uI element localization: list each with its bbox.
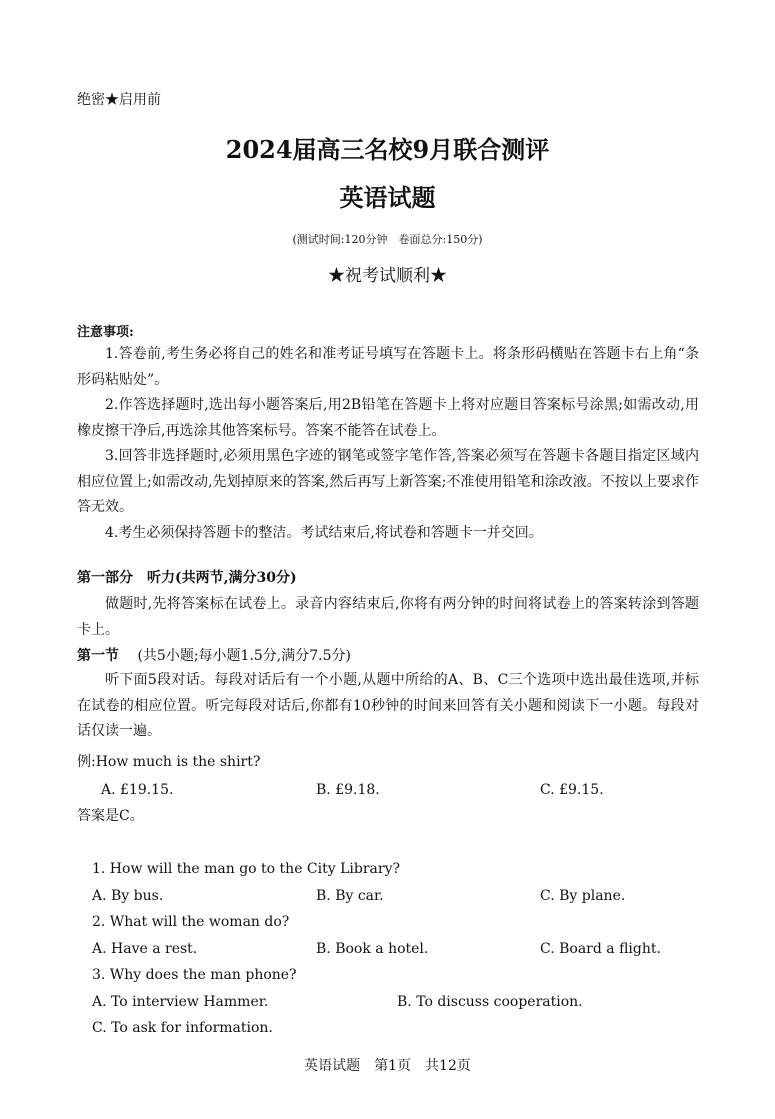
option: B. By car.: [316, 888, 384, 904]
note-item: 1.答卷前,考生务必将自己的姓名和准考证号填写在答题卡上。将条形码横贴在答题卡右上角“条形码粘贴处”。: [77, 346, 699, 388]
option: C. By plane.: [540, 888, 626, 904]
option: B. Book a hotel.: [316, 941, 429, 957]
example-option: B. £9.18.: [316, 782, 380, 798]
question-2: 2. What will the woman do?: [92, 914, 290, 930]
exam-title: 2024届高三名校9月联合测评: [225, 135, 550, 164]
note-item: 4.考生必须保持答题卡的整洁。考试结束后,将试卷和答题卡一并交回。: [105, 524, 543, 541]
confidential-label: 绝密★启用前: [77, 92, 161, 108]
section-info: (共5小题;每小题1.5分,满分7.5分): [137, 648, 351, 664]
page-footer: 英语试题 第1页 共12页: [304, 1058, 471, 1074]
option: A. To interview Hammer.: [92, 994, 269, 1010]
notes-list: [77, 342, 699, 546]
option: C. To ask for information.: [92, 1020, 273, 1036]
option: B. To discuss cooperation.: [397, 994, 583, 1010]
example-option: C. £9.15.: [540, 782, 604, 798]
wish-text: ★祝考试顺利★: [328, 266, 447, 286]
question-3: 3. Why does the man phone?: [92, 967, 297, 983]
option: A. Have a rest.: [92, 941, 198, 957]
part1-heading: 第一部分 听力(共两节,满分30分): [77, 570, 297, 586]
subject-title: 英语试题: [339, 183, 436, 212]
part1-intro: 做题时,先将答案标在试卷上。录音内容结束后,你将有两分钟的时间将试卷上的答案转涂到答题卡上。: [77, 596, 699, 638]
section-label: 第一节: [77, 648, 119, 664]
question-1: 1. How will the man go to the City Library?: [92, 861, 400, 877]
note-item: 3.回答非选择题时,必须用黑色字迹的钢笔或签字笔作答,答案必须写在答题卡各题目指定区域内相应位置上;如需改动,先划掉原来的答案,然后再写上新答案;不准使用铅笔和涂改液。不按以上要求作答无效。: [77, 448, 699, 515]
time-info: (测试时间:120分钟 卷面总分:150分): [292, 233, 483, 246]
option: A. By bus.: [92, 888, 164, 904]
notes-heading: 注意事项:: [77, 325, 134, 340]
note-item: 2.作答选择题时,选出每小题答案后,用2B铅笔在答题卡上将对应题目答案标号涂黑;如需改动,用橡皮擦干净后,再选涂其他答案标号。答案不能答在试卷上。: [77, 397, 699, 439]
example-question: 例:How much is the shirt?: [77, 754, 261, 770]
section-intro: 听下面5段对话。每段对话后有一个小题,从题中所给的A、B、C三个选项中选出最佳选项,并标在试卷的相应位置。听完每段对话后,你都有10秒钟的时间来回答有关小题和阅读下一小题。每段对话仅读一遍。: [77, 672, 699, 739]
option: C. Board a flight.: [540, 941, 661, 957]
section-heading: [77, 646, 351, 666]
example-option: A. £19.15.: [101, 782, 174, 798]
example-answer: 答案是C。: [77, 808, 144, 824]
